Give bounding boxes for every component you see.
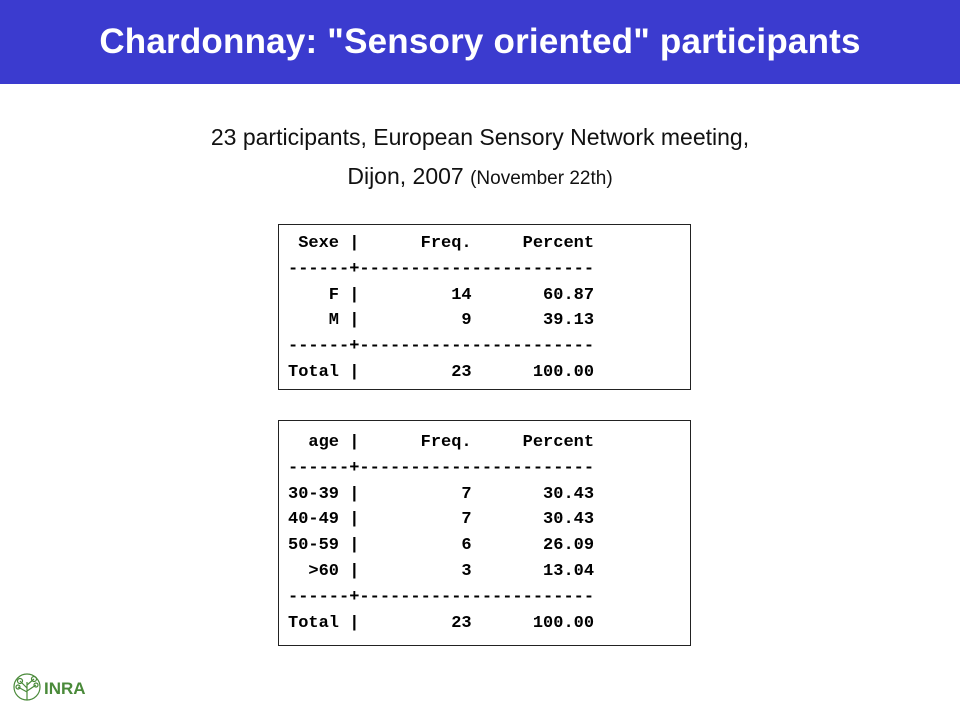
table-separator: ------+----------------------- (288, 587, 595, 607)
table-row: 30-39 | 7 30.43 (288, 484, 595, 504)
title-bar (0, 0, 960, 84)
inra-logo (10, 672, 100, 714)
table-row: 40-49 | 7 30.43 (288, 510, 595, 530)
table-separator: ------+----------------------- (288, 458, 595, 478)
table-row: 50-59 | 6 26.09 (288, 536, 595, 556)
table-row: F | 14 60.87 (288, 285, 595, 305)
table-header: Sexe | Freq. Percent (288, 234, 595, 253)
subtitle-location-year: Dijon, 2007 (347, 163, 464, 189)
subtitle-date: (November 22th) (470, 168, 613, 189)
logo-text: INRA (44, 679, 86, 698)
table-separator: ------+----------------------- (288, 259, 595, 279)
table-total-row: Total | 23 100.00 (288, 362, 595, 382)
table-header: age | Freq. Percent (288, 433, 595, 452)
subtitle-line-1: 23 participants, European Sensory Network meeting, (210, 124, 750, 150)
table-separator: ------+----------------------- (288, 337, 595, 357)
table-total-row: Total | 23 100.00 (288, 613, 595, 633)
inra-tree-logo-icon (10, 672, 100, 702)
subtitle-line-2 (0, 163, 960, 190)
sexe-frequency-table (278, 224, 691, 390)
table-row: M | 9 39.13 (288, 311, 595, 331)
table-row: >60 | 3 13.04 (288, 561, 595, 581)
age-frequency-table (278, 420, 691, 646)
slide-title: Chardonnay: "Sensory oriented" participants (99, 22, 861, 61)
